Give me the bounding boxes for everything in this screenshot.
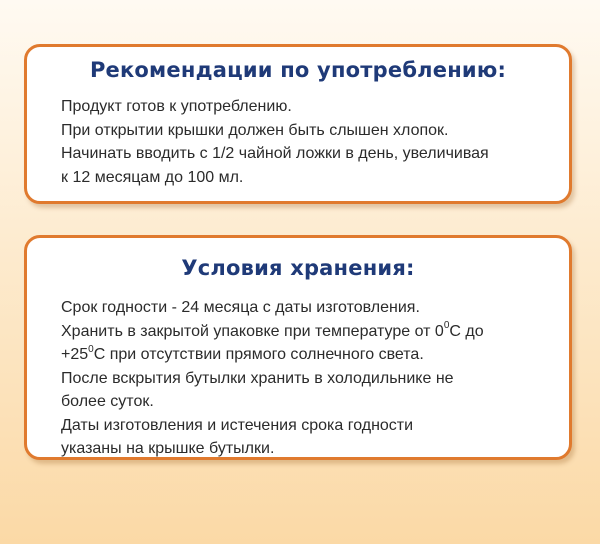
usage-line: Продукт готов к употреблению. [61,98,292,115]
storage-line-dates: Даты изготовления и истечения срока годности [61,416,414,434]
usage-recommendations-card [24,44,572,204]
storage-line-temperature-max [61,343,569,367]
storage-line-shelf-life: Срок годности - 24 месяца с даты изготовления. [61,299,420,316]
max-temperature-text: +25 [61,346,89,363]
degree-mark: 0 [443,320,450,332]
usage-line: к 12 месяцам до 100 мл. [61,168,244,186]
usage-recommendations-text [27,95,569,189]
storage-conditions-card [24,235,572,460]
usage-recommendations-title: Рекомендации по употреблению: [89,58,507,82]
storage-line-after-opening: После вскрытия бутылки хранить в холодильнике не [61,369,454,387]
temperature-unit-text: С до [449,322,484,340]
temperature-text: Хранить в закрытой упаковке при температуре от 0 [61,322,444,340]
storage-conditions-text [27,296,569,461]
usage-line: При открытии крышки должен быть слышен хлопок. [61,121,449,139]
sunlight-text: С при отсутствии прямого солнечного света. [93,346,424,363]
storage-line-temperature [61,320,569,344]
storage-line-dates-cont: указаны на крышке бутылки. [61,440,275,457]
storage-line-after-opening-cont: более суток. [61,393,154,410]
usage-line: Начинать вводить с 1/2 чайной ложки в день, увеличивая [61,145,489,162]
storage-conditions-title: Условия хранения: [181,256,415,280]
degree-mark: 0 [88,343,94,355]
